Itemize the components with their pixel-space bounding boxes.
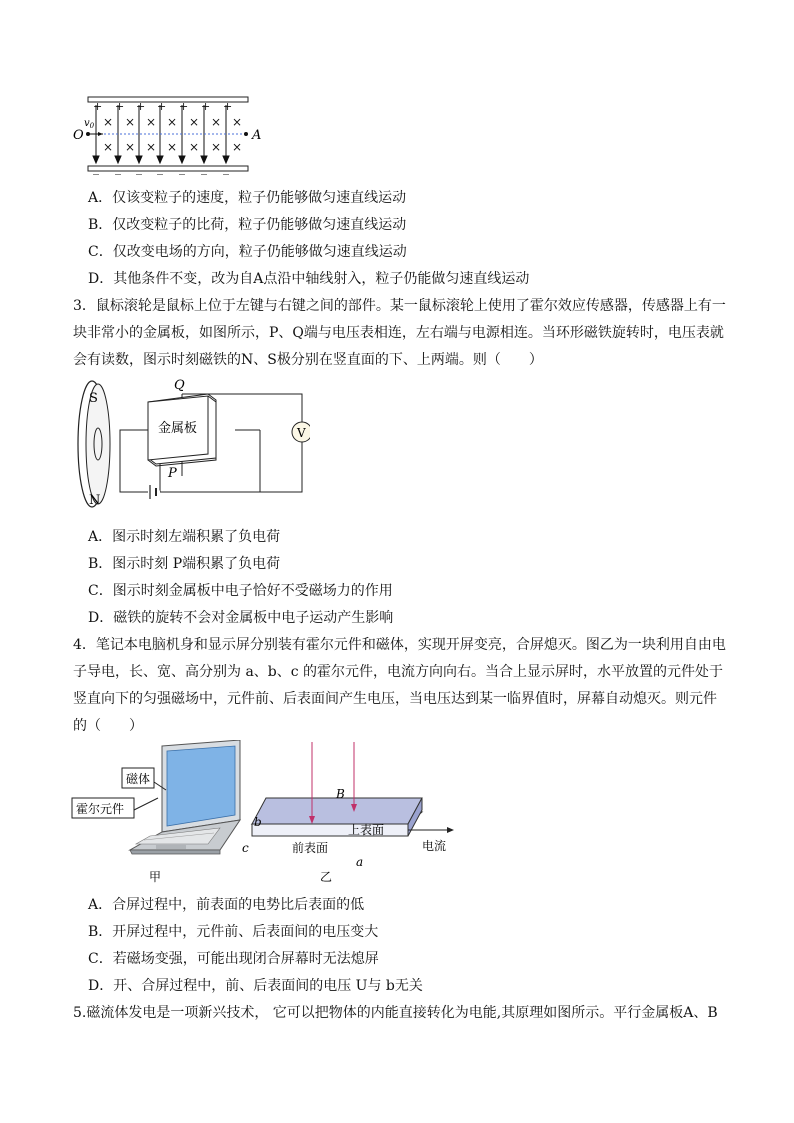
- label-o: O: [73, 128, 84, 143]
- field-arrowhead: [201, 156, 207, 163]
- q3-option-a[interactable]: A．图示时刻左端积累了负电荷: [88, 529, 281, 545]
- field-arrowhead: [93, 156, 99, 163]
- q3-stem-line-2: 块非常小的金属板，如图所示，P、Q端与电压表相连，左右端与电源相连。当环形磁铁旋转时，电压表就: [73, 325, 724, 341]
- cross-mark: ×: [146, 140, 157, 154]
- plus-sign: +: [179, 100, 189, 113]
- front-surface-label: 前表面: [292, 841, 329, 855]
- label-a: A: [252, 128, 262, 143]
- plus-sign: +: [93, 100, 103, 113]
- q5-stem-line-1: 5.磁流体发电是一项新兴技术， 它可以把物体的内能直接转化为电能,其原理如图所示。平行金属板A、B: [73, 1005, 718, 1021]
- q2-option-b[interactable]: B．仅改变粒子的比荷，粒子仍能够做匀速直线运动: [88, 217, 407, 233]
- q2-option-d[interactable]: D．其他条件不变，改为自A点沿中轴线射入，粒子仍能做匀速直线运动: [88, 271, 530, 287]
- cross-mark: ×: [103, 115, 114, 129]
- field-arrowhead: [157, 156, 163, 163]
- cross-mark: ×: [125, 140, 136, 154]
- current-label: 电流: [422, 839, 447, 853]
- label-a-dim: a: [356, 855, 364, 869]
- label-yi: 乙: [320, 870, 333, 884]
- q3-option-d[interactable]: D．磁铁的旋转不会对金属板中电子运动产生影响: [88, 610, 394, 626]
- q4-stem-line-3: 竖直向下的匀强磁场中，元件前、后表面间产生电压，当电压达到某一临界值时，屏幕自动熄灭。则元件: [73, 691, 717, 707]
- cross-mark: ×: [103, 140, 114, 154]
- svg-text:磁体: 磁体: [126, 772, 151, 786]
- field-arrowhead: [115, 156, 121, 163]
- cross-mark: ×: [125, 115, 136, 129]
- top-surface-label: 上表面: [348, 823, 385, 837]
- label-p: P: [168, 466, 177, 481]
- q4-option-b[interactable]: B．开屏过程中，元件前、后表面间的电压变大: [88, 924, 379, 940]
- plus-sign: +: [115, 100, 125, 113]
- q4-option-c[interactable]: C．若磁场变强，可能出现闭合屏幕时无法熄屏: [88, 951, 379, 967]
- label-s: S: [89, 391, 98, 406]
- hall-element-top-face: [252, 798, 422, 824]
- q3-stem-line-3: 会有读数，图示时刻磁铁的N、S极分别在竖直面的下、上两端。则（ ）: [73, 352, 543, 368]
- label-b-dim: b: [254, 815, 262, 829]
- q2-option-a[interactable]: A．仅该变粒子的速度，粒子仍能够做匀速直线运动: [88, 190, 407, 206]
- cross-mark: ×: [146, 115, 157, 129]
- cross-mark: ×: [232, 140, 243, 154]
- cross-mark: ×: [232, 115, 243, 129]
- cross-mark: ×: [167, 115, 178, 129]
- label-q: Q: [174, 378, 185, 393]
- label-v0: $v_0$: [84, 118, 95, 130]
- plus-sign: +: [223, 100, 233, 113]
- q4-option-a[interactable]: A．合屏过程中，前表面的电势比后表面的低: [88, 897, 365, 913]
- svg-text:霍尔元件: 霍尔元件: [76, 802, 125, 816]
- point-a: [244, 132, 248, 136]
- q4-stem-line-4: 的（ ）: [73, 718, 143, 734]
- label-b: B: [336, 787, 345, 801]
- cross-mark: ×: [189, 140, 200, 154]
- plus-sign: +: [136, 100, 146, 113]
- cross-mark: ×: [167, 140, 178, 154]
- cross-mark: ×: [211, 140, 222, 154]
- q4-stem-line-2: 子导电，长、宽、高分别为 a、b、c 的霍尔元件，电流方向向右。当合上显示屏时，水平放置的元件处于: [73, 664, 724, 680]
- q4-stem-line-1: 4．笔记本电脑机身和显示屏分别装有霍尔元件和磁体，实现开屏变亮，合屏熄灭。图乙为一块利用自由电: [73, 637, 726, 653]
- label-c-dim: c: [242, 841, 249, 855]
- laptop-hall-figure: [70, 740, 470, 888]
- velocity-selector-figure: [70, 93, 270, 175]
- plus-sign: +: [157, 100, 167, 113]
- q2-option-c[interactable]: C．仅改变电场的方向，粒子仍能够做匀速直线运动: [88, 244, 407, 260]
- field-arrowhead: [179, 156, 185, 163]
- plus-sign: +: [201, 100, 211, 113]
- label-jia: 甲: [149, 870, 162, 884]
- q4-option-d[interactable]: D．开、合屏过程中，前、后表面间的电压 U与 b无关: [88, 978, 423, 994]
- q3-option-b[interactable]: B．图示时刻 P端积累了负电荷: [88, 556, 281, 572]
- voltmeter-label: V: [297, 426, 306, 440]
- cross-mark: ×: [211, 115, 222, 129]
- hall-element-front: [252, 824, 408, 836]
- bottom-plate: [88, 166, 248, 171]
- field-arrowhead: [223, 156, 229, 163]
- cross-mark: ×: [189, 115, 200, 129]
- q3-stem-line-1: 3．鼠标滚轮是鼠标上位于左键与右键之间的部件。某一鼠标滚轮上使用了霍尔效应传感器，传感器上有一: [73, 298, 726, 314]
- plate-label: 金属板: [158, 421, 198, 436]
- field-arrowhead: [136, 156, 142, 163]
- hall-sensor-figure: [70, 376, 310, 518]
- label-n: N: [89, 493, 101, 508]
- q3-option-c[interactable]: C．图示时刻金属板中电子恰好不受磁场力的作用: [88, 583, 393, 599]
